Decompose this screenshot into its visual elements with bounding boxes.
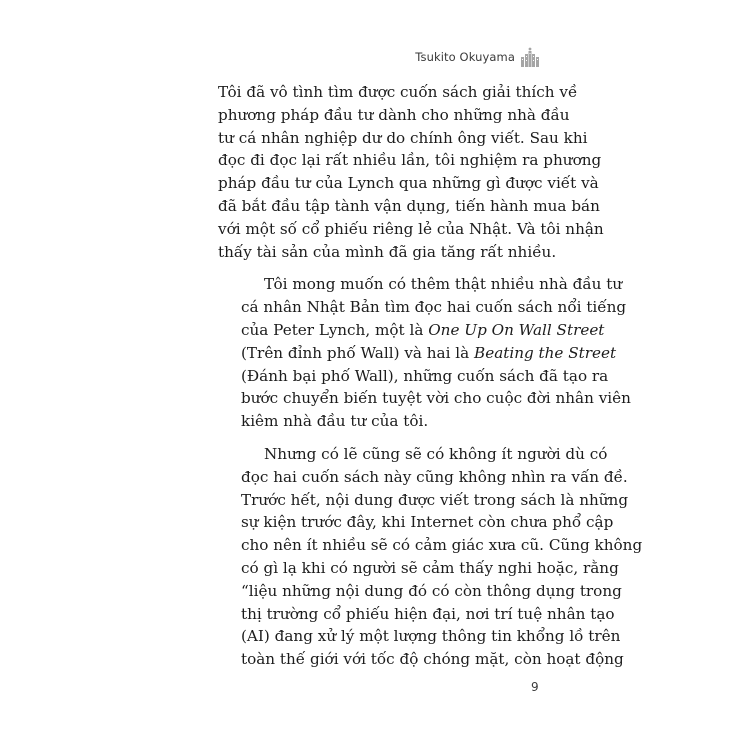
text-line: cá nhân Nhật Bản tìm đọc hai cuốn sách nổi tiếng bbox=[241, 298, 627, 317]
text-line: đọc đi đọc lại rất nhiều lần, tôi nghiệm ra phương bbox=[218, 151, 602, 170]
text-line: cho nên ít nhiều sẽ có cảm giác xưa cũ. Cũng không bbox=[241, 536, 643, 555]
text-line: pháp đầu tư của Lynch qua những gì được viết và bbox=[218, 174, 599, 193]
text-line: của Peter Lynch, một là One Up On Wall Street bbox=[241, 320, 605, 339]
text-line: đọc hai cuốn sách này cũng không nhìn ra vấn đề. bbox=[241, 467, 628, 486]
text-line: bước chuyển biến tuyệt vời cho cuộc đời nhân viên bbox=[241, 389, 631, 408]
text-line: có gì lạ khi có người sẽ cảm thấy nghi hoặc, rằng bbox=[241, 558, 619, 577]
text-line: thấy tài sản của mình đã gia tăng rất nhiều. bbox=[218, 242, 557, 261]
text-line: (Trên đỉnh phố Wall) và hai là Beating the Street bbox=[241, 343, 617, 362]
text-line: “liệu những nội dung đó có còn thông dụng trong bbox=[241, 581, 622, 600]
text-line: Tôi đã vô tình tìm được cuốn sách giải thích về bbox=[218, 83, 578, 101]
text-line: Tôi mong muốn có thêm thật nhiều nhà đầu tư bbox=[264, 275, 623, 294]
page-number: 9 bbox=[531, 680, 539, 694]
book-title: One Up On Wall Street bbox=[428, 320, 605, 339]
book-title: Beating the Street bbox=[474, 343, 617, 362]
body-text bbox=[218, 81, 643, 681]
text-line: kiêm nhà đầu tư của tôi. bbox=[241, 412, 429, 431]
paragraph bbox=[218, 81, 604, 263]
text-line: Nhưng có lẽ cũng sẽ có không ít người dù có bbox=[264, 444, 608, 463]
text-line: thị trường cổ phiếu hiện đại, nơi trí tuệ nhân tạo bbox=[241, 604, 615, 623]
paragraph bbox=[218, 443, 643, 671]
text-line: toàn thế giới với tốc độ chóng mặt, còn hoạt động bbox=[241, 650, 624, 669]
text-line: (AI) đang xử lý một lượng thông tin khổng lồ trên bbox=[241, 627, 621, 646]
text-line: Trước hết, nội dung được viết trong sách là những bbox=[241, 490, 629, 509]
running-header bbox=[415, 47, 539, 67]
text-line: (Đánh bại phố Wall), những cuốn sách đã tạo ra bbox=[241, 366, 609, 385]
header-author: Tsukito Okuyama bbox=[415, 50, 515, 64]
text-line: đã bắt đầu tập tành vận dụng, tiến hành mua bán bbox=[218, 196, 600, 215]
paragraph bbox=[218, 273, 631, 433]
text-line: tư cá nhân nghiệp dư do chính ông viết. Sau khi bbox=[218, 128, 588, 147]
text-line: phương pháp đầu tư dành cho những nhà đầu bbox=[218, 105, 570, 124]
text-line: với một số cổ phiếu riêng lẻ của Nhật. Và tôi nhận bbox=[218, 219, 604, 238]
city-skyline-icon bbox=[521, 47, 539, 67]
text-line: sự kiện trước đây, khi Internet còn chưa phổ cập bbox=[241, 513, 614, 532]
